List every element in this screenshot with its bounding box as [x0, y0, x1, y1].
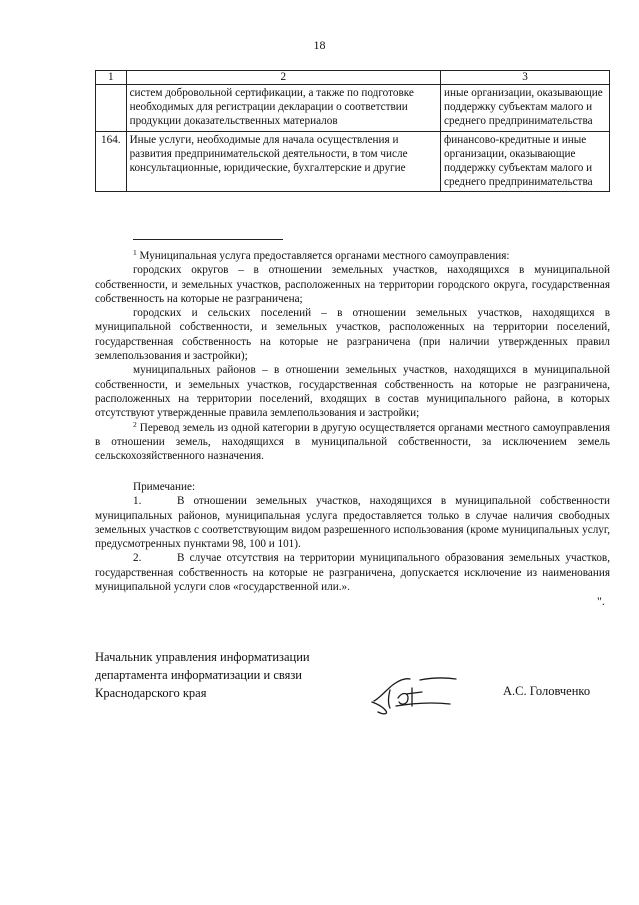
table-row	[96, 131, 610, 192]
footnote-2: $^2$ Перевод земель из одной категории в другую осуществляется органами местного самоуправления в отношении земель, находящихся в муниципальной собственности, за исключением земель сельскохозяйственного назначения.	[95, 419, 611, 463]
row-number: 164.	[96, 131, 127, 192]
services-table	[95, 70, 610, 192]
closing-quote: ".	[597, 594, 605, 608]
notes-section	[95, 480, 610, 594]
footnote-1-settlements: городских и сельских поселений – в отношении земельных участков, находящихся в муниципальной собственности, и земельных участков, расположенных на территории поселений, государственная собственность на которые не разграничена (при наличии утвержденных правил землепользования и застройки);	[95, 307, 610, 363]
column-header-1: 1	[96, 71, 127, 85]
service-providers: иные организации, оказывающие поддержку субъектам малого и среднего предпринимательства	[441, 85, 610, 132]
footnotes	[95, 249, 610, 463]
service-providers: финансово-кредитные и иные организации, оказывающие поддержку субъектам малого и среднего предпринимательства	[441, 131, 610, 192]
note-item	[95, 494, 610, 551]
service-name: систем добровольной сертификации, а также по подготовке необходимых для регистрации декларации о соответствии продукции доказательственных материалов	[126, 85, 440, 132]
row-number	[96, 85, 127, 132]
service-name: Иные услуги, необходимые для начала осуществления и развития предпринимательской деятельности, в том числе консультационные, юридические, бухгалтерские и другие	[126, 131, 440, 192]
table-header-row	[96, 71, 610, 85]
table-row	[96, 85, 610, 132]
notes-title: Примечание:	[133, 481, 196, 493]
page-number: 18	[313, 38, 326, 52]
footnote-1-municipal-districts: муниципальных районов – в отношении земельных участков, находящихся в муниципальной собственности, и земельных участков, государственная собственность на которые не разграничена, расположенных на территории поселений, входящих в состав муниципального района, в которых отсутствуют утвержденные правила землепользования и застройки;	[95, 364, 610, 420]
signature-title	[95, 648, 310, 702]
footnote-1-intro: $^1$ Муниципальная услуга предоставляется органами местного самоуправления:	[133, 248, 510, 262]
footnote-1-urban-districts: городских округов – в отношении земельных участков, находящихся в муниципальной собственности, и земельных участков, расположенных на территории городского округа, государственная собственность на которые не разграничена;	[95, 264, 610, 305]
footnote-1-mark: 1	[133, 248, 137, 257]
footnote-2-mark: 2	[133, 419, 137, 429]
signature-title-line: Краснодарского края	[95, 686, 207, 700]
signature-title-line: департамента информатизации и связи	[95, 668, 302, 682]
note-text: В отношении земельных участков, находящихся в муниципальной собственности муниципальных районов, муниципальная услуга предоставляется только в случае наличия свободных земельных участков с соответствующим видом разрешенного использования (кроме муниципальных услуг, предусмотренных пунктами 98, 100 и 101).	[95, 495, 610, 551]
note-number: 1.	[133, 495, 142, 508]
note-text: В случае отсутствия на территории муниципального образования земельных участков, государственная собственность на которые не разграничена, допускается исключение из наименования муниципальной услуги слов «государственной или.».	[95, 552, 610, 594]
footnote-separator	[133, 239, 283, 240]
column-header-3: 3	[441, 71, 610, 85]
column-header-2: 2	[126, 71, 440, 85]
signatory-name: А.С. Головченко	[503, 684, 591, 698]
note-item	[95, 551, 610, 594]
handwritten-signature	[366, 668, 461, 718]
note-number: 2.	[133, 552, 142, 565]
signature-title-line: Начальник управления информатизации	[95, 650, 310, 664]
